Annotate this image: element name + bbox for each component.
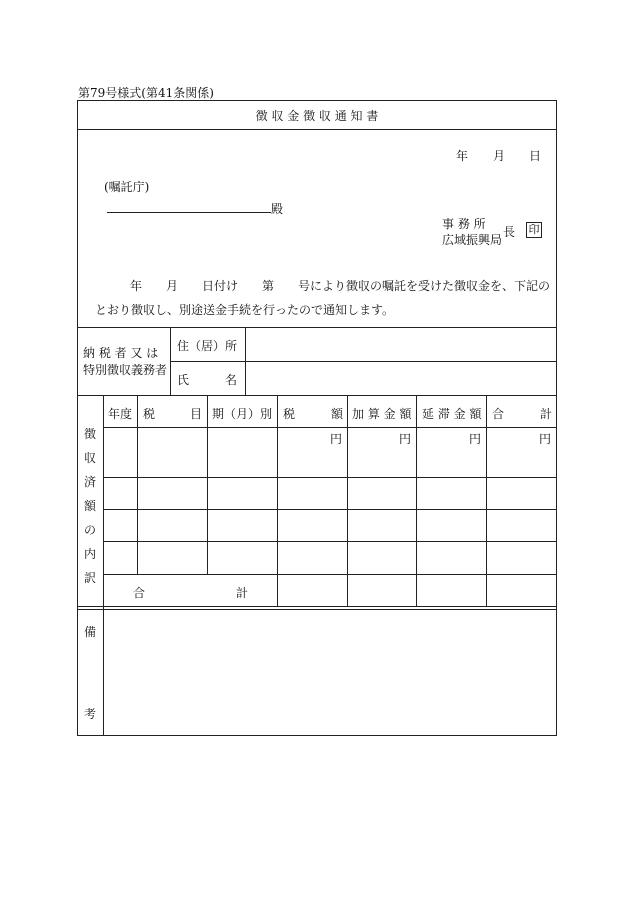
body-text-line2: とおり徴収し、別途送金手続を行ったので通知します。 xyxy=(95,303,395,317)
header-year: 年度 xyxy=(108,407,133,421)
side-label-char: 済 xyxy=(84,475,97,489)
header-total-left: 合 xyxy=(492,407,505,421)
sum-label-right: 計 xyxy=(236,586,249,600)
frame-right xyxy=(556,100,557,736)
breakdown-top-line xyxy=(77,395,557,396)
header-period: 期（月）別 xyxy=(212,407,273,421)
document-title: 徴 収 金 徴 収 通 知 書 xyxy=(255,109,379,123)
taxpayer-label-line2: 特別徴収義務者 xyxy=(83,363,168,377)
header-bottom-line xyxy=(103,427,557,428)
side-label-char: 徴 xyxy=(84,427,97,441)
taxpayer-mid-line xyxy=(170,361,557,362)
remarks-divider xyxy=(103,609,104,735)
header-tax-amount-right: 額 xyxy=(331,407,344,421)
side-label-char: の xyxy=(84,523,97,537)
row1-bottom-line xyxy=(103,477,557,478)
date-month: 月 xyxy=(493,149,506,163)
side-label-char: 収 xyxy=(84,451,97,465)
addressee-suffix: 殿 xyxy=(271,202,284,216)
col-year-divider xyxy=(137,395,138,575)
remarks-label-top: 備 xyxy=(84,625,97,639)
title-divider xyxy=(77,129,557,130)
seal-stamp: 印 xyxy=(526,222,542,238)
taxpayer-label-line1: 納 税 者 又 は xyxy=(83,346,159,360)
header-total-right: 計 xyxy=(540,407,553,421)
unit-yen: 円 xyxy=(539,432,552,446)
header-surcharge: 加 算 金 額 xyxy=(352,407,412,421)
header-tax-amount-left: 税 xyxy=(283,407,296,421)
addressee-label: (嘱託庁) xyxy=(104,180,150,194)
issuer-chief: 長 xyxy=(503,225,516,239)
row4-bottom-line xyxy=(103,574,557,575)
addressee-underline xyxy=(107,212,271,213)
name-label: 氏 名 xyxy=(177,373,238,387)
date-day: 日 xyxy=(529,149,542,163)
remarks-label-bottom: 考 xyxy=(84,707,97,721)
side-label-char: 額 xyxy=(84,499,97,513)
frame-bottom xyxy=(77,735,557,736)
side-label-char: 内 xyxy=(84,547,97,561)
remarks-top-line xyxy=(77,609,557,610)
date-year: 年 xyxy=(456,149,469,163)
header-tax-item-left: 税 xyxy=(143,407,156,421)
unit-yen: 円 xyxy=(330,432,343,446)
frame-top xyxy=(77,100,557,101)
row3-bottom-line xyxy=(103,541,557,542)
issuer-bureau: 広域振興局 xyxy=(442,233,503,247)
col-item-divider xyxy=(207,395,208,575)
row2-bottom-line xyxy=(103,509,557,510)
taxpayer-top-line xyxy=(77,327,557,328)
side-label-char: 訳 xyxy=(84,571,97,585)
form-number: 第79号様式(第41条関係) xyxy=(78,86,214,100)
body-text-line1: 年 月 日付け 第 号により徴収の嘱託を受けた徴収金を、下記の xyxy=(130,279,551,293)
sum-label-left: 合 xyxy=(133,586,146,600)
header-tax-item-right: 目 xyxy=(190,407,203,421)
header-delinquency: 延 滞 金 額 xyxy=(422,407,482,421)
address-label: 住（居）所 xyxy=(177,339,238,353)
sum-bottom-line xyxy=(77,606,557,607)
issuer-office: 事 務 所 xyxy=(442,217,486,231)
unit-yen: 円 xyxy=(399,432,412,446)
frame-left xyxy=(77,100,78,736)
unit-yen: 円 xyxy=(469,432,482,446)
